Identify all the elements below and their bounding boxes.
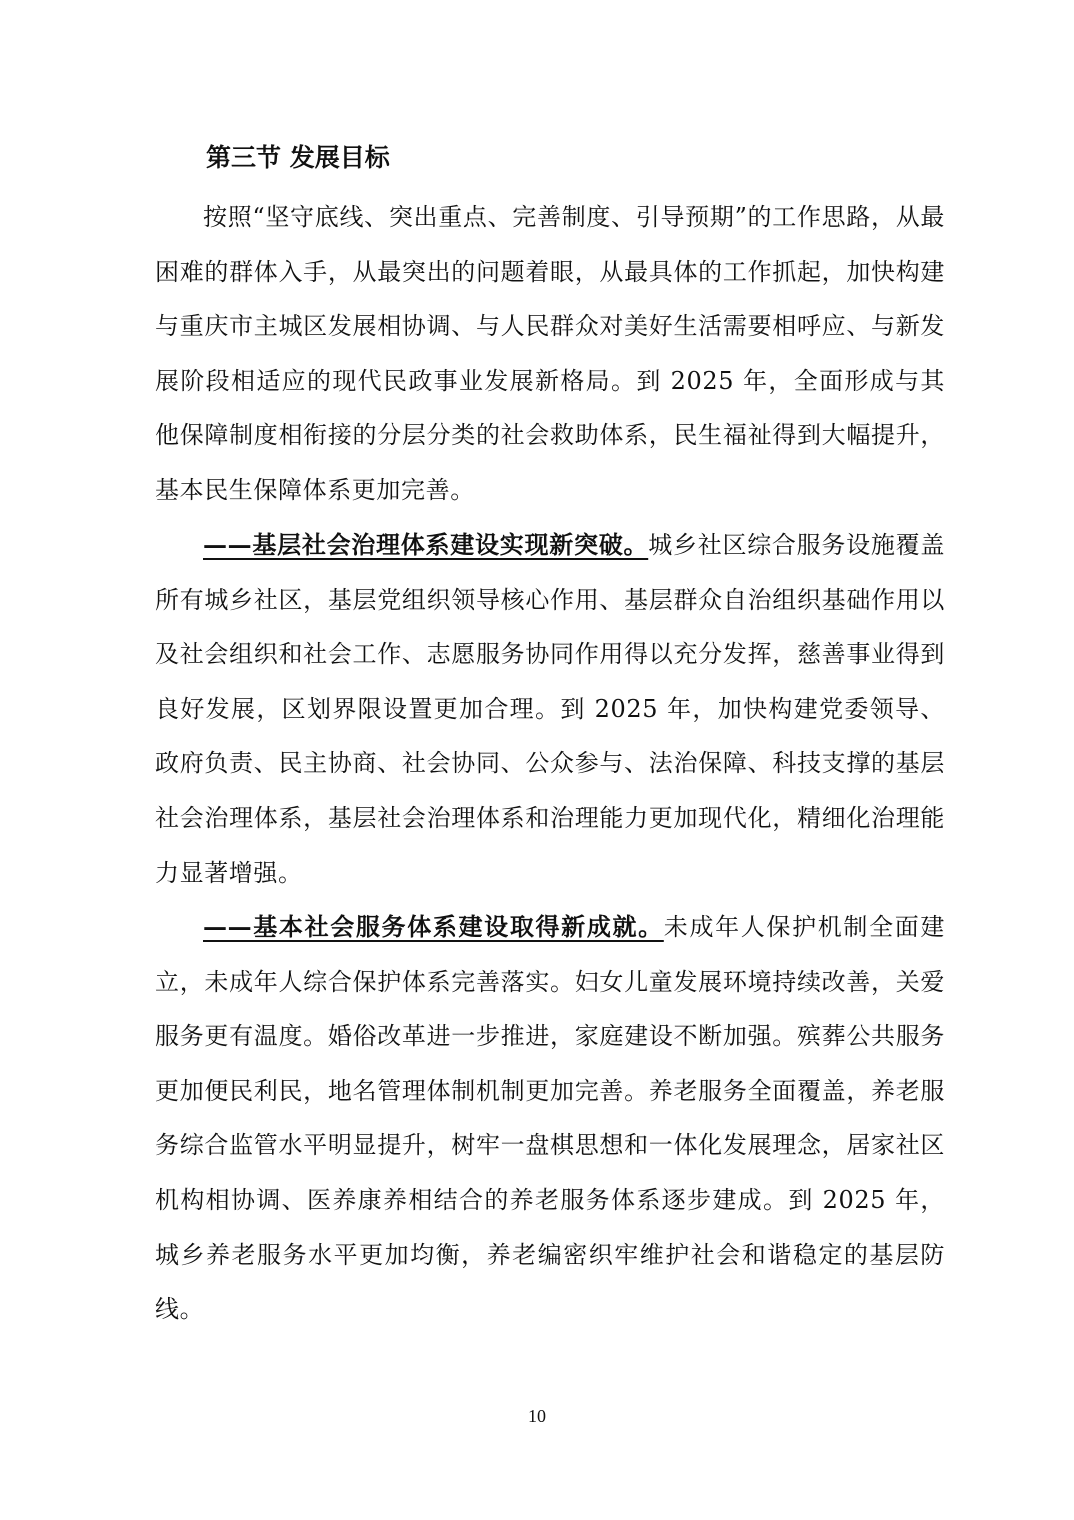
section-heading: 第三节 发展目标 (206, 143, 390, 172)
paragraph-intro-text: 按照“坚守底线、突出重点、完善制度、引导预期”的工作思路，从最困难的群体入手，从最突出的问题着眼，从最具体的工作抓起，加快构建与重庆市主城区发展相协调、与人民群众对美好生活需要相呼应、与新发展阶段相适应的现代民政事业发展新格局。到 2025 年，全面形成与其他保障制度相衔接的分层分类的社会救助体系，民生福祉得到大幅提升，基本民生保障体系更加完善。 (155, 203, 945, 504)
paragraph-social-services-text: 未成年人保护机制全面建立，未成年人综合保护体系完善落实。妇女儿童发展环境持续改善，关爱服务更有温度。婚俗改革进一步推进，家庭建设不断加强。殡葬公共服务更加便民利民，地名管理体制机制更加完善。养老服务全面覆盖，养老服务综合监管水平明显提升，树牢一盘棋思想和一体化发展理念，居家社区机构相协调、医养康养相结合的养老服务体系逐步建成。到 2025 年，城乡养老服务水平更加均衡，养老编密织牢维护社会和谐稳定的基层防线。 (155, 913, 945, 1324)
paragraph-governance-text: 城乡社区综合服务设施覆盖所有城乡社区，基层党组织领导核心作用、基层群众自治组织基础作用以及社会组织和社会工作、志愿服务协同作用得以充分发挥，慈善事业得到良好发展，区划界限设置更加合理。到 2025 年，加快构建党委领导、政府负责、民主协商、社会协同、公众参与、法治保障、科技支撑的基层社会治理体系，基层社会治理体系和治理能力更加现代化，精细化治理能力显著增强。 (155, 531, 945, 887)
paragraph-governance (155, 518, 945, 900)
paragraph-intro (155, 190, 945, 518)
paragraph-social-services (155, 900, 945, 1337)
paragraph-social-services-lead: ——基本社会服务体系建设取得新成就。 (203, 912, 664, 941)
page-number: 10 (528, 1406, 546, 1426)
paragraph-governance-lead: ——基层社会治理体系建设实现新突破。 (203, 530, 649, 559)
